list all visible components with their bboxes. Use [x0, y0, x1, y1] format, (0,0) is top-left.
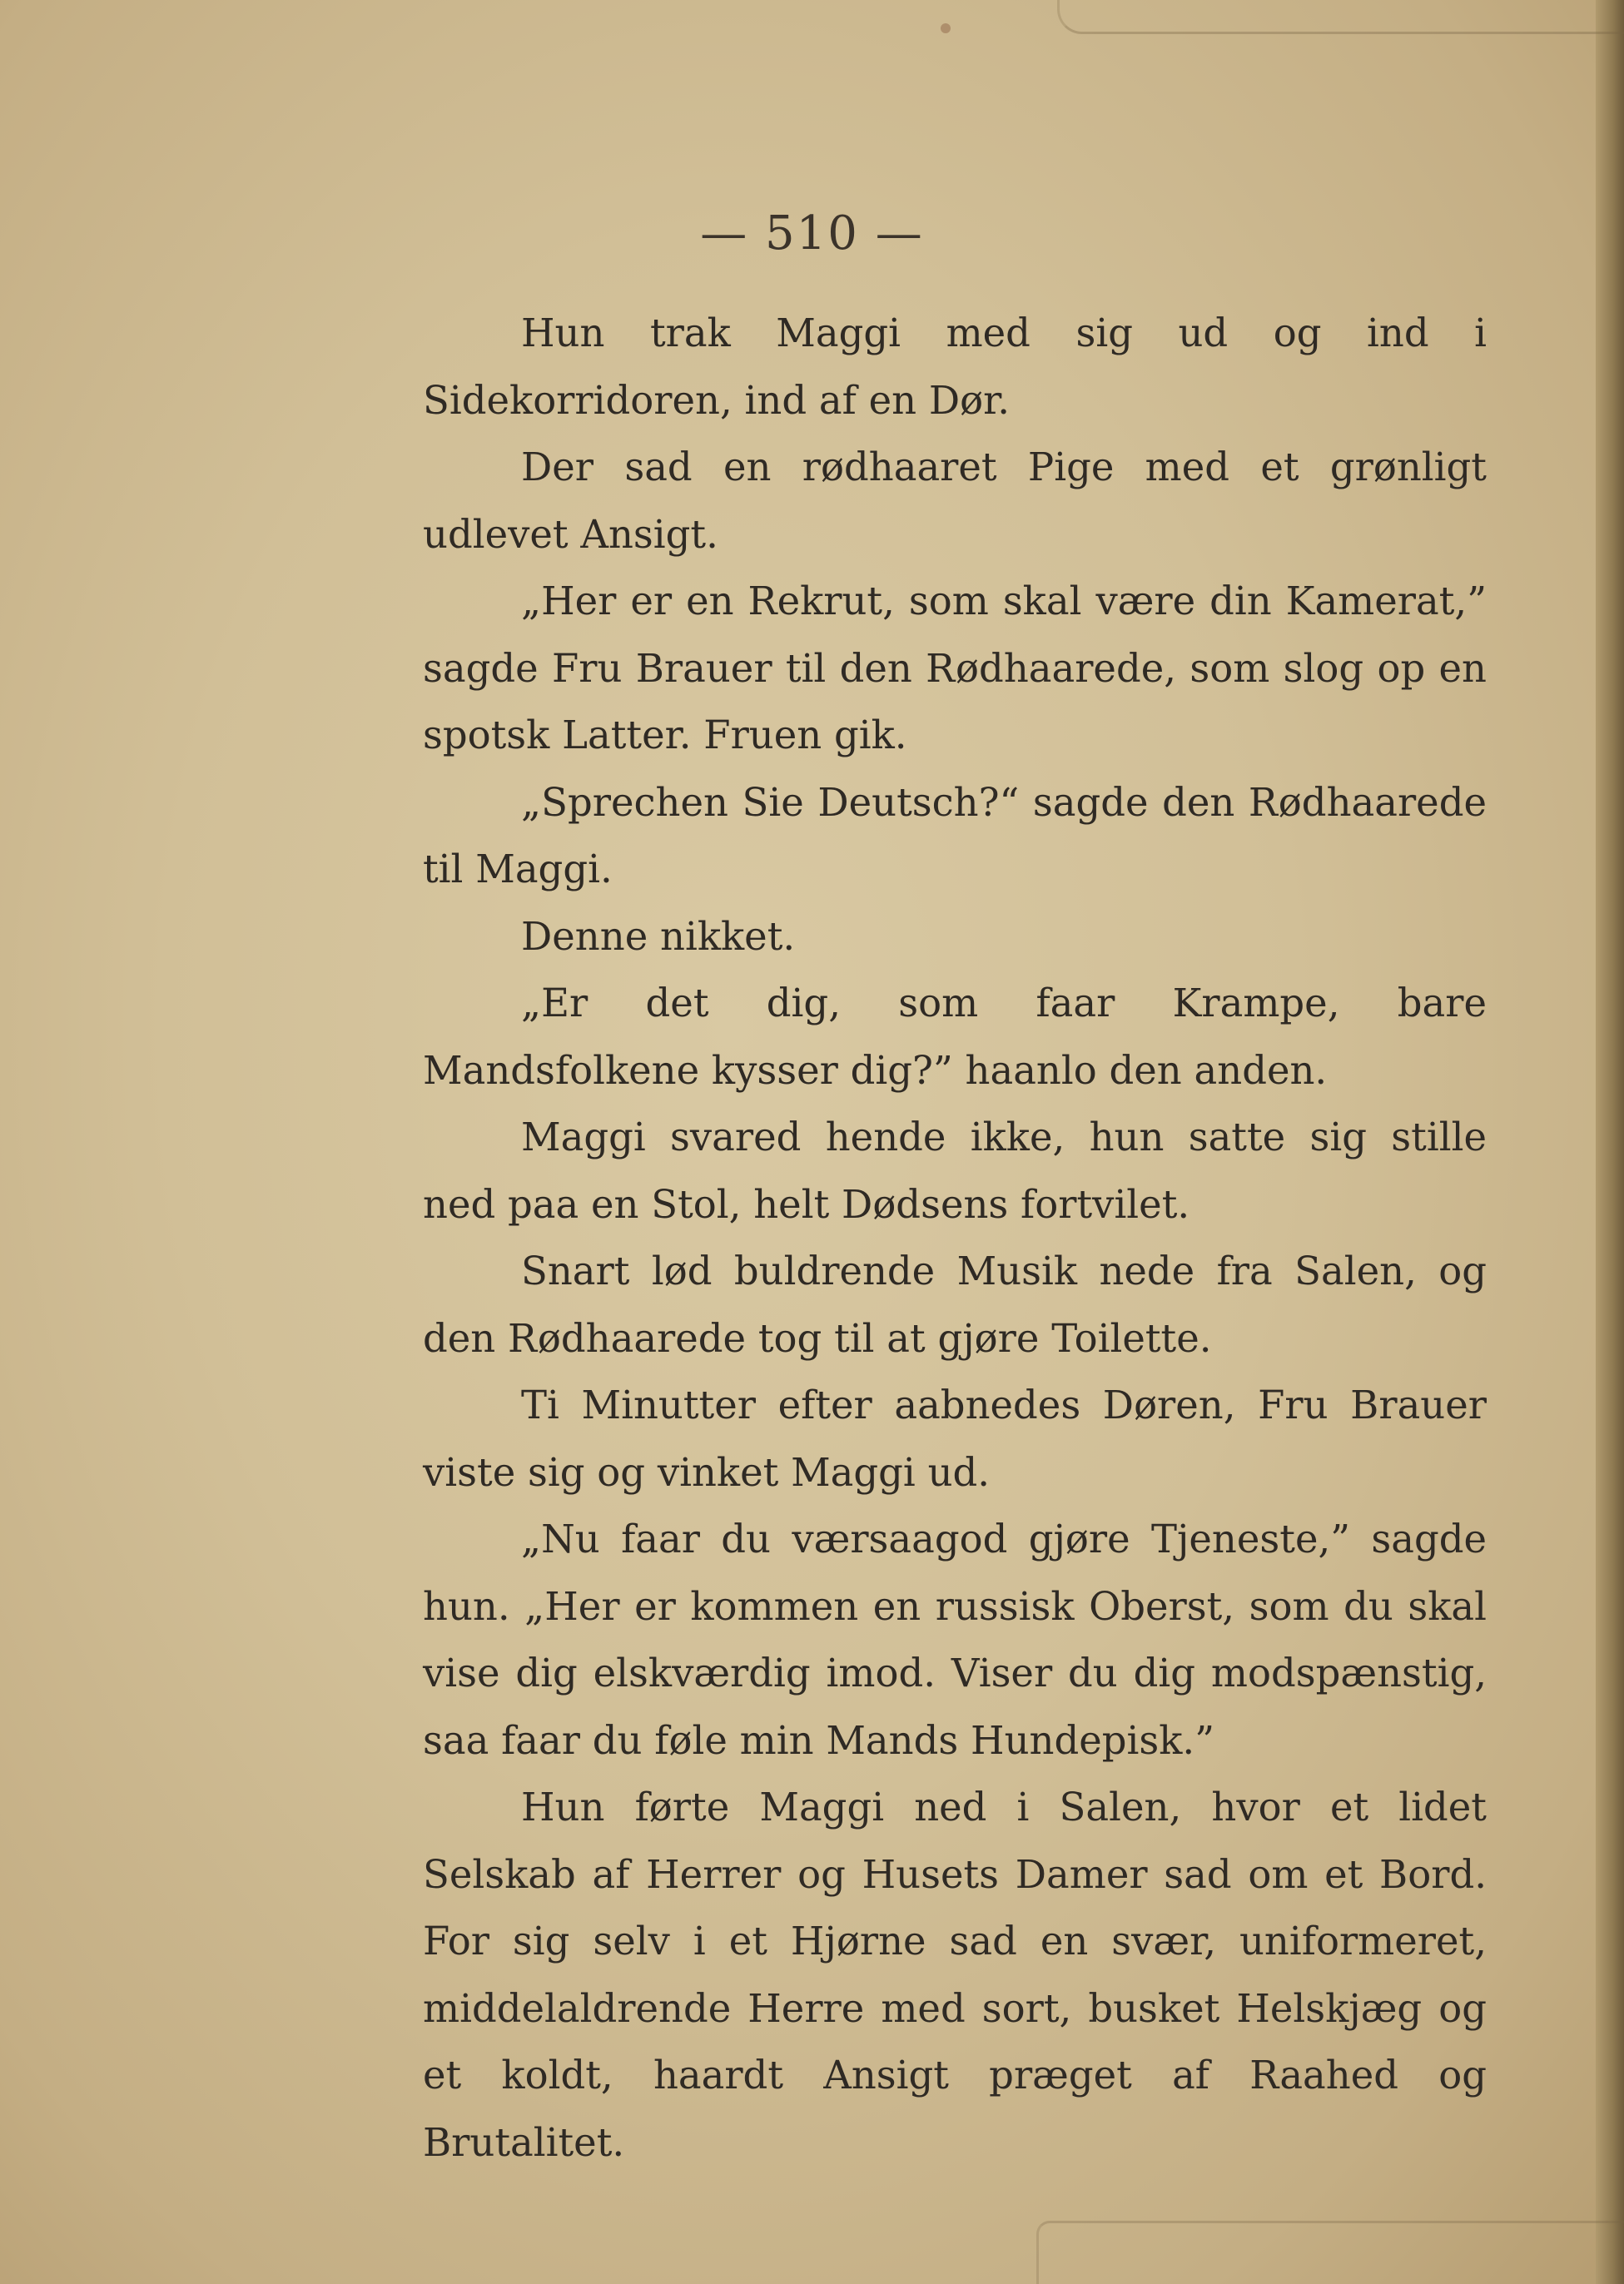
paragraph: Maggi svared hende ikke, hun satte sig stille ned paa en Stol, helt Dødsens fortvilet. [423, 1115, 1487, 1227]
paper-fold-bottom [1036, 2221, 1624, 2284]
paragraph: Hun trak Maggi med sig ud og ind i Sidekorridoren, ind af en Dør. [423, 310, 1487, 423]
ink-spot [941, 23, 951, 33]
body-text [423, 300, 1487, 2176]
paragraph: Hun førte Maggi ned i Salen, hvor et lidet Selskab af Herrer og Husets Damer sad om et Bord. For sig selv i et Hjørne sad en svær, uniformeret, middelaldrende Herre med sort, busket Helskjæg og et koldt, haardt Ansigt præget af Raahed og Brutalitet. [423, 1785, 1487, 2165]
paragraph: Der sad en rødhaaret Pige med et grønligt udlevet Ansigt. [423, 444, 1487, 557]
paragraph: Snart lød buldrende Musik nede fra Salen, og den Rødhaarede tog til at gjøre Toilette. [423, 1249, 1487, 1361]
paragraph: Ti Minutter efter aabnedes Døren, Fru Brauer viste sig og vinket Maggi ud. [423, 1383, 1487, 1495]
paragraph: „Er det dig, som faar Krampe, bare Mandsfolkene kysser dig?” haanlo den anden. [423, 981, 1487, 1093]
paragraph: „Her er en Rekrut, som skal være din Kamerat,” sagde Fru Brauer til den Rødhaarede, som slog op en spotsk Latter. Fruen gik. [423, 578, 1487, 757]
page-edge [1596, 0, 1624, 2284]
page-number: — 510 — [700, 206, 924, 261]
paragraph: Denne nikket. [521, 913, 796, 959]
paragraph: „Nu faar du værsaagod gjøre Tjeneste,” sagde hun. „Her er kommen en russisk Oberst, som du skal vise dig elskværdig imod. Viser du dig modspænstig, saa faar du føle min Mands Hundepisk.” [423, 1517, 1487, 1763]
paper-fold-top [1057, 0, 1624, 34]
paragraph: „Sprechen Sie Deutsch?“ sagde den Rødhaarede til Maggi. [423, 779, 1487, 891]
